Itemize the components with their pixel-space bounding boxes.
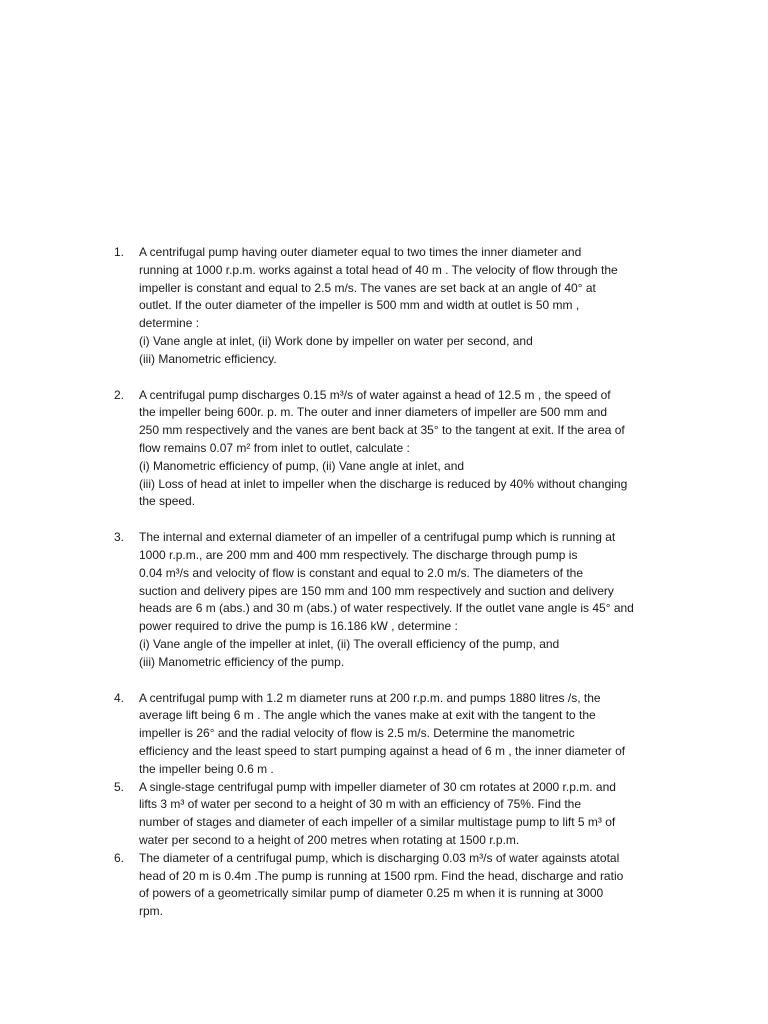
problem-line: flow remains 0.07 m² from inlet to outlet, calculate : <box>139 440 410 455</box>
problem-line: The diameter of a centrifugal pump, which is discharging 0.03 m³/s of water againsts atotal <box>139 850 620 865</box>
problem-line: A centrifugal pump with 1.2 m diameter runs at 200 r.p.m. and pumps 1880 litres /s, the <box>139 690 601 705</box>
problem-text <box>139 244 680 369</box>
problem-line: running at 1000 r.p.m. works against a total head of 40 m . The velocity of flow through the <box>139 262 618 277</box>
problem-list <box>114 244 680 921</box>
problem-line: A centrifugal pump discharges 0.15 m³/s of water against a head of 12.5 m , the speed of <box>139 387 611 402</box>
problem-item <box>114 779 680 850</box>
problem-line: outlet. If the outer diameter of the impeller is 500 mm and width at outlet is 50 mm , <box>139 298 580 313</box>
problem-number: 3. <box>114 530 125 545</box>
problem-line: A centrifugal pump having outer diameter equal to two times the inner diameter and <box>139 245 582 259</box>
problem-line: the impeller being 600r. p. m. The outer and inner diameters of impeller are 500 mm and <box>139 405 608 420</box>
problem-line: power required to drive the pump is 16.186 kW , determine : <box>139 619 458 634</box>
problem-line: (i) Manometric efficiency of pump, (ii) Vane angle at inlet, and <box>139 458 465 473</box>
problem-text <box>139 387 680 512</box>
problem-line: 0.04 m³/s and velocity of flow is constant and equal to 2.0 m/s. The diameters of the <box>139 565 584 580</box>
problem-number: 2. <box>114 387 125 402</box>
problem-line: number of stages and diameter of each impeller of a similar multistage pump to lift 5 m³ of <box>139 815 616 830</box>
problem-line: A single-stage centrifugal pump with impeller diameter of 30 cm rotates at 2000 r.p.m. and <box>139 779 616 794</box>
problem-text <box>139 529 680 671</box>
problem-line: rpm. <box>139 904 163 919</box>
problem-line: head of 20 m is 0.4m .The pump is running at 1500 rpm. Find the head, discharge and ratio <box>139 868 624 883</box>
problem-item <box>114 529 680 671</box>
problem-line: (iii) Loss of head at inlet to impeller when the discharge is reduced by 40% without changing <box>139 476 628 491</box>
problem-text <box>139 690 680 779</box>
problem-line: average lift being 6 m . The angle which the vanes make at exit with the tangent to the <box>139 708 596 723</box>
problem-item <box>114 690 680 779</box>
problem-number: 4. <box>114 690 125 705</box>
problem-item <box>114 850 680 921</box>
problem-line: The internal and external diameter of an impeller of a centrifugal pump which is running at <box>139 530 616 545</box>
problem-number: 1. <box>114 245 125 259</box>
problem-item <box>114 244 680 369</box>
problem-line: suction and delivery pipes are 150 mm and 100 mm respectively and suction and delivery <box>139 583 614 598</box>
problem-line: impeller is constant and equal to 2.5 m/s. The vanes are set back at an angle of 40° at <box>139 280 596 295</box>
problem-line: the impeller being 0.6 m . <box>139 761 274 776</box>
problem-line: of powers of a geometrically similar pump of diameter 0.25 m when it is running at 3000 <box>139 886 604 901</box>
problem-line: water per second to a height of 200 metres when rotating at 1500 r.p.m. <box>139 832 520 847</box>
problem-line: (iii) Manometric efficiency. <box>139 351 277 366</box>
problem-item <box>114 387 680 512</box>
problem-line: heads are 6 m (abs.) and 30 m (abs.) of water respectively. If the outlet vane angle is 45° and <box>139 601 634 616</box>
problem-line: (i) Vane angle at inlet, (ii) Work done by impeller on water per second, and <box>139 333 533 348</box>
problem-line: the speed. <box>139 494 196 509</box>
problem-line: 1000 r.p.m., are 200 mm and 400 mm respectively. The discharge through pump is <box>139 547 578 562</box>
problem-text <box>139 779 680 850</box>
problem-line: (i) Vane angle of the impeller at inlet, (ii) The overall efficiency of the pump, and <box>139 636 560 651</box>
problem-line: lifts 3 m³ of water per second to a height of 30 m with an efficiency of 75%. Find the <box>139 797 582 812</box>
problem-number: 6. <box>114 850 125 865</box>
problem-line: determine : <box>139 316 200 331</box>
problem-line: (iii) Manometric efficiency of the pump. <box>139 654 345 669</box>
problem-line: impeller is 26° and the radial velocity of flow is 2.5 m/s. Determine the manometric <box>139 726 575 741</box>
problem-line: 250 mm respectively and the vanes are bent back at 35° to the tangent at exit. If the area of <box>139 423 625 438</box>
problem-line: efficiency and the least speed to start pumping against a head of 6 m , the inner diameter of <box>139 743 626 758</box>
problem-text <box>139 850 680 921</box>
problem-number: 5. <box>114 779 125 794</box>
